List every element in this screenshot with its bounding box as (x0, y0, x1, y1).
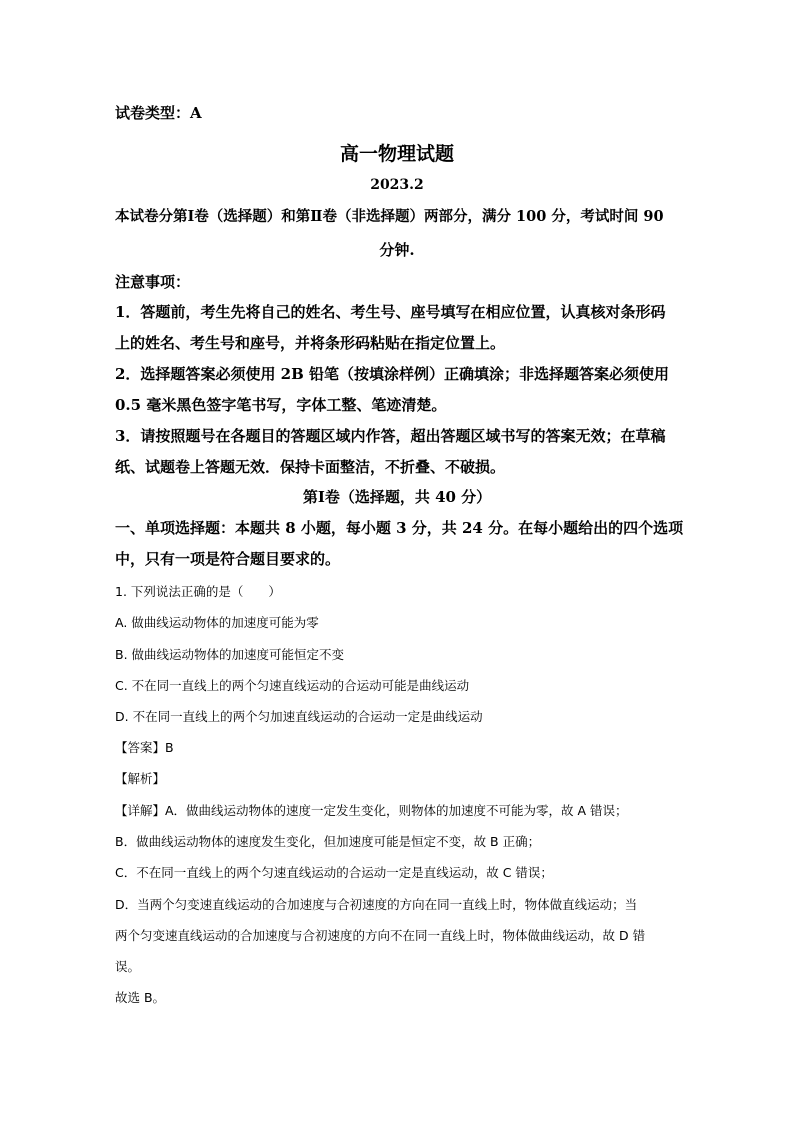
detail-line-4: D．当两个匀变速直线运动的合加速度与合初速度的方向在同一直线上时，物体做直线运动；当 (115, 897, 638, 912)
section-title: 第Ⅰ卷（选择题，共 40 分） (302, 488, 492, 506)
answer-label: 【答案】B (115, 740, 174, 755)
option-b: B. 做曲线运动物体的加速度可能恒定不变 (115, 647, 345, 662)
detail-line-2: B．做曲线运动物体的速度发生变化，但加速度可能是恒定不变，故 B 正确； (115, 834, 541, 849)
page-title: 高一物理试题 (339, 143, 454, 165)
question-1-stem: 1. 下列说法正确的是（ ） (115, 584, 281, 599)
paper-type: 试卷类型：A (115, 104, 202, 122)
notice-item-2-line-2: 0.5 毫米黑色签字笔书写，字体工整、笔迹清楚。 (115, 396, 447, 414)
notice-heading: 注意事项： (115, 273, 191, 291)
notice-item-1-line-1: 1．答题前，考生先将自己的姓名、考生号、座号填写在相应位置，认真核对条形码 (115, 303, 666, 321)
option-a: A. 做曲线运动物体的加速度可能为零 (115, 615, 319, 630)
notice-item-3-line-2: 纸、试题卷上答题无效．保持卡面整洁，不折叠、不破损。 (115, 458, 506, 476)
option-c: C. 不在同一直线上的两个匀速直线运动的合运动可能是曲线运动 (115, 678, 470, 693)
notice-item-2-line-1: 2．选择题答案必须使用 2B 铅笔（按填涂样例）正确填涂；非选择题答案必须使用 (115, 365, 670, 383)
intro-line-2: 分钟. (379, 241, 415, 259)
section-instructions-line-2: 中，只有一项是符合题目要求的。 (115, 550, 341, 568)
detail-line-6: 误。 (115, 959, 141, 974)
detail-line-1: 【详解】A．做曲线运动物体的速度一定发生变化，则物体的加速度不可能为零，故 A 错误； (115, 803, 628, 818)
intro-line-1: 本试卷分第Ⅰ卷（选择题）和第Ⅱ卷（非选择题）两部分，满分 100 分，考试时间 90 (115, 208, 664, 225)
conclusion: 故选 B。 (115, 990, 166, 1005)
section-instructions-line-1: 一、单项选择题：本题共 8 小题，每小题 3 分，共 24 分。在每小题给出的四个选项 (115, 519, 684, 537)
detail-line-3: C．不在同一直线上的两个匀速直线运动的合运动一定是直线运动，故 C 错误； (115, 865, 553, 880)
notice-item-3-line-1: 3．请按照题号在各题目的答题区域内作答，超出答题区域书写的答案无效；在草稿 (115, 427, 666, 445)
analysis-label: 【解析】 (115, 771, 166, 786)
option-d: D. 不在同一直线上的两个匀加速直线运动的合运动一定是曲线运动 (115, 709, 483, 724)
detail-line-5: 两个匀变速直线运动的合加速度与合初速度的方向不在同一直线上时，物体做曲线运动，故 D 错 (115, 928, 646, 943)
exam-date: 2023.2 (370, 177, 424, 193)
notice-item-1-line-2: 上的姓名、考生号和座号，并将条形码粘贴在指定位置上。 (115, 334, 506, 352)
